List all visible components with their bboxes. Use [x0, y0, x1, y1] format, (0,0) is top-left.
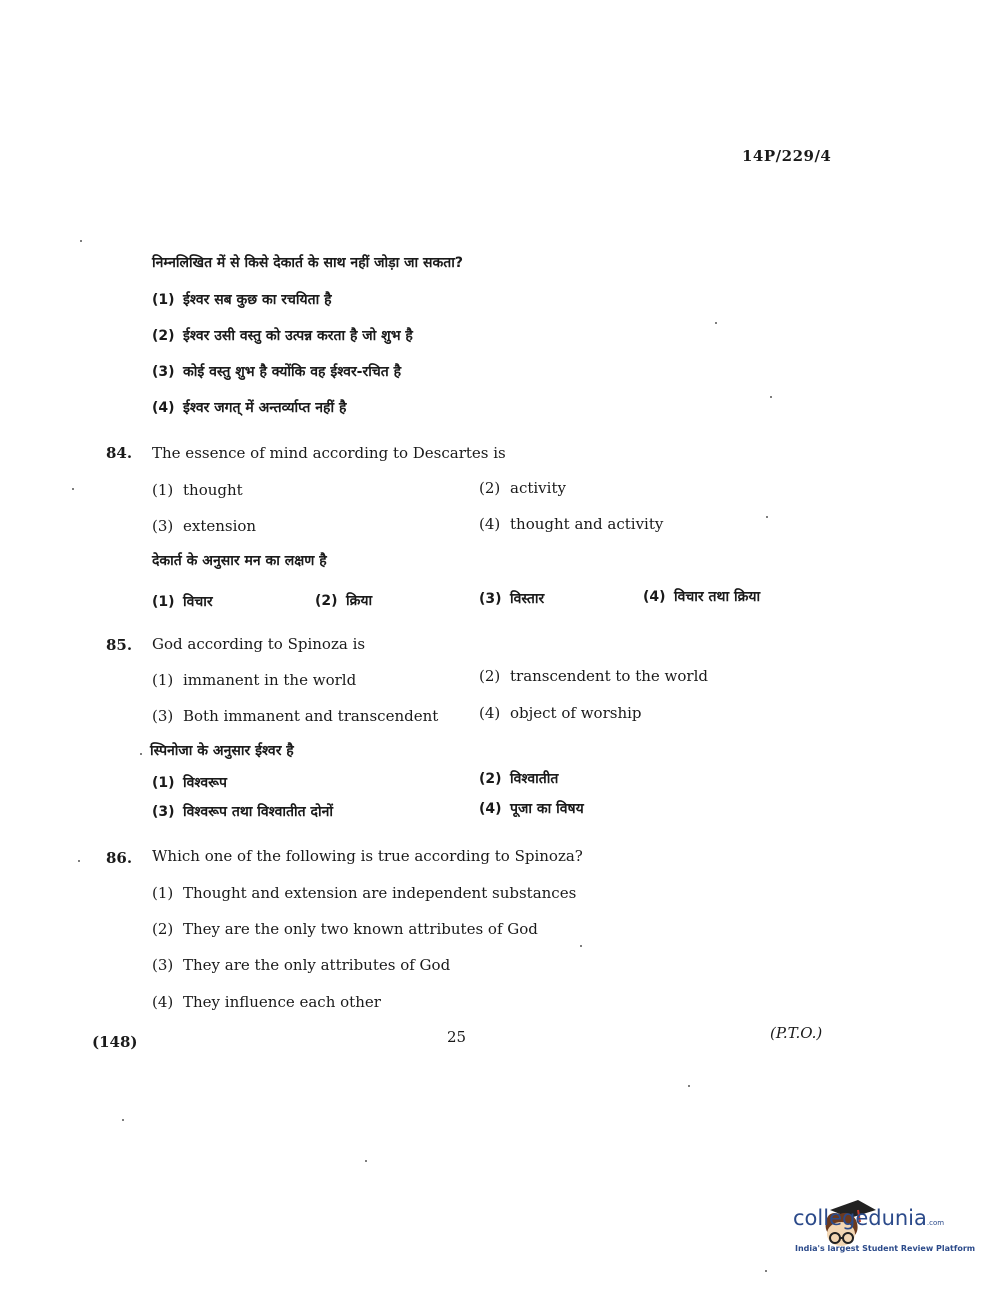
option-number: (4): [152, 993, 174, 1011]
scan-speck: [770, 396, 772, 398]
scan-speck: [78, 860, 80, 862]
option-text: extension: [183, 517, 257, 535]
option-number: (3): [152, 804, 175, 820]
q85-option-2: [479, 667, 708, 685]
paper-code: 14P/229/4: [742, 147, 832, 165]
option-text: पूजा का विषय: [510, 801, 584, 817]
q83-hindi-option-4: [152, 398, 346, 417]
q84-option-4: [479, 515, 663, 533]
option-number: (4): [479, 801, 502, 817]
option-text: They influence each other: [183, 993, 381, 1011]
option-number: (2): [479, 479, 501, 497]
q85-option-3: [152, 707, 438, 725]
q84-number: 84.: [106, 444, 133, 462]
option-text: ईश्वर जगत् में अन्तर्व्याप्त नहीं है: [183, 400, 347, 416]
scan-speck: [580, 945, 582, 947]
scan-speck: [715, 322, 717, 324]
q84-hindi-question: देकार्त के अनुसार मन का लक्षण है: [152, 553, 327, 569]
option-text: thought: [183, 481, 243, 499]
option-text: object of worship: [510, 704, 642, 722]
q85-hindi-option-3: [152, 802, 333, 821]
brand-text: collegedunia: [793, 1206, 927, 1230]
option-text: कोई वस्तु शुभ है क्योंकि वह ईश्वर-रचित है: [183, 364, 402, 380]
brand-tagline: India's largest Student Review Platform: [795, 1244, 976, 1253]
option-number: (2): [152, 920, 174, 938]
brand-name: [793, 1206, 944, 1230]
q85-hindi-option-4: [479, 799, 584, 818]
q83-hindi-option-1: [152, 290, 332, 309]
q83-hindi-option-3: [152, 362, 401, 381]
footer-set-code: (148): [92, 1033, 138, 1051]
q84-option-2: [479, 479, 566, 497]
q84-hindi-option-1: [152, 592, 213, 611]
option-text: They are the only two known attributes of God: [183, 920, 538, 938]
q84-option-1: [152, 481, 243, 499]
option-number: (1): [152, 671, 174, 689]
q86-option-3: [152, 956, 450, 974]
scan-speck: [688, 1085, 690, 1087]
option-text: विचार: [183, 594, 213, 610]
option-text: ईश्वर उसी वस्तु को उत्पन्न करता है जो शुभ है: [183, 328, 413, 344]
option-number: (2): [479, 771, 502, 787]
page-number: 25: [447, 1028, 467, 1046]
q86-question: Which one of the following is true according to Spinoza?: [152, 847, 583, 865]
q86-option-2: [152, 920, 538, 938]
pto-label: (P.T.O.): [770, 1024, 823, 1042]
option-text: विश्वरूप: [183, 775, 227, 791]
option-number: (1): [152, 775, 175, 791]
option-text: ईश्वर सब कुछ का रचयिता है: [183, 292, 332, 308]
option-text: Thought and extension are independent substances: [183, 884, 577, 902]
q84-question: The essence of mind according to Descartes is: [152, 444, 506, 462]
option-text: विश्वरूप तथा विश्वातीत दोनों: [183, 804, 333, 820]
option-number: (4): [479, 515, 501, 533]
option-number: (1): [152, 884, 174, 902]
q86-option-4: [152, 993, 381, 1011]
option-number: (2): [315, 593, 338, 609]
option-number: (3): [152, 364, 175, 380]
option-number: (1): [152, 292, 175, 308]
option-text: transcendent to the world: [510, 667, 708, 685]
q86-option-1: [152, 884, 576, 902]
q84-hindi-option-2: [315, 591, 372, 610]
option-number: (3): [152, 956, 174, 974]
q83-hindi-question: निम्नलिखित में से किसे देकार्त के साथ नहीं जोड़ा जा सकता?: [152, 255, 463, 271]
option-text: They are the only attributes of God: [183, 956, 451, 974]
option-number: (4): [479, 704, 501, 722]
q85-option-4: [479, 704, 642, 722]
scan-speck: [765, 1270, 767, 1272]
brand-suffix: .com: [926, 1219, 945, 1227]
q84-option-3: [152, 517, 256, 535]
option-number: (1): [152, 594, 175, 610]
option-text: activity: [510, 479, 566, 497]
q83-hindi-option-2: [152, 326, 413, 345]
option-number: (2): [479, 667, 501, 685]
option-number: (3): [152, 707, 174, 725]
option-number: (4): [152, 400, 175, 416]
q85-hindi-question: स्पिनोजा के अनुसार ईश्वर है: [150, 743, 294, 759]
option-number: (1): [152, 481, 174, 499]
scan-speck: [365, 1160, 367, 1162]
q85-option-1: [152, 671, 356, 689]
scan-speck: [122, 1119, 124, 1121]
scan-speck: [766, 516, 768, 518]
option-text: विचार तथा क्रिया: [674, 589, 761, 605]
q85-number: 85.: [106, 636, 133, 654]
q86-number: 86.: [106, 849, 133, 867]
scan-speck: [72, 488, 74, 490]
option-text: क्रिया: [346, 593, 373, 609]
option-number: (3): [152, 517, 174, 535]
option-number: (4): [643, 589, 666, 605]
q85-hindi-option-2: [479, 769, 558, 788]
option-text: thought and activity: [510, 515, 664, 533]
option-text: immanent in the world: [183, 671, 357, 689]
q84-hindi-option-4: [643, 587, 760, 606]
option-text: विस्तार: [510, 591, 545, 607]
q84-hindi-option-3: [479, 589, 544, 608]
option-text: Both immanent and transcendent: [183, 707, 439, 725]
scan-speck: [140, 753, 142, 755]
option-number: (2): [152, 328, 175, 344]
q85-hindi-option-1: [152, 773, 227, 792]
option-text: विश्वातीत: [510, 771, 559, 787]
option-number: (3): [479, 591, 502, 607]
scan-speck: [80, 240, 82, 242]
q85-question: God according to Spinoza is: [152, 635, 366, 653]
